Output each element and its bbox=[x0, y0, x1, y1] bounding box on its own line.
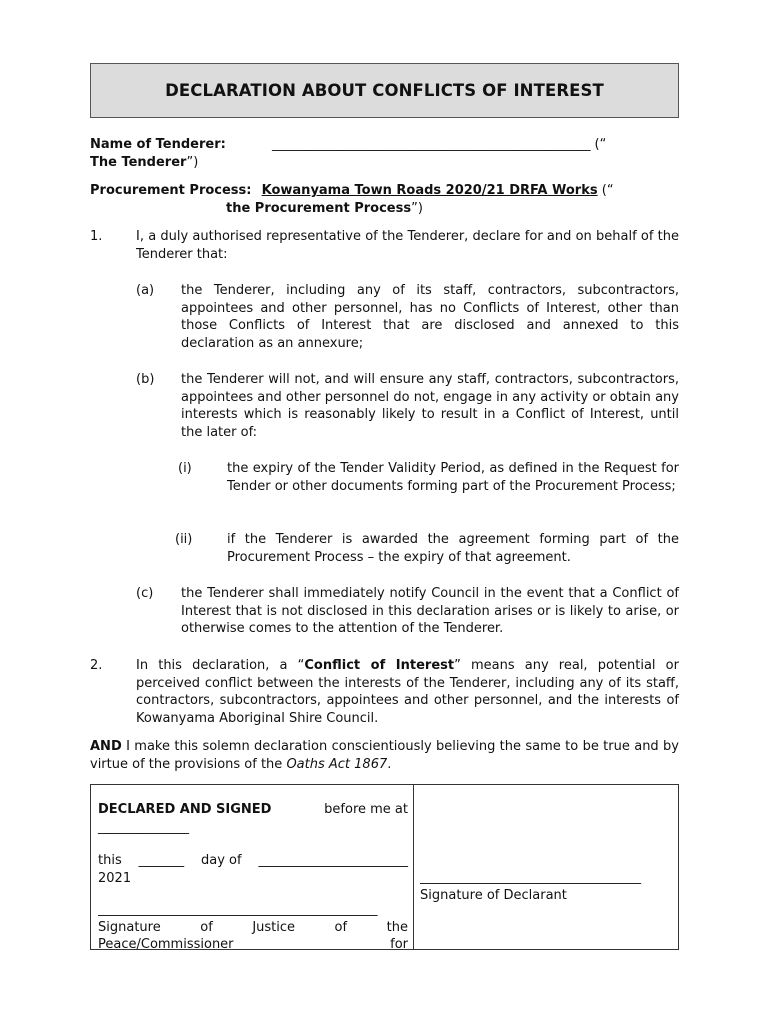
clause-1b-label: (b) bbox=[136, 372, 155, 387]
procurement-row bbox=[90, 182, 680, 217]
justice-word-4: of bbox=[334, 919, 348, 935]
declarant-signature-cell bbox=[420, 869, 675, 904]
clause-2-number: 2. bbox=[90, 658, 103, 673]
date-line bbox=[98, 852, 408, 870]
justice-word-2: of bbox=[200, 919, 213, 935]
clause-2-post: ” means any real, potential or perceived conflict between the interests of the Tenderer, including any of its staff, contractors, subcontractors, appointees and other personnel, and the interests of Kowanyama Aboriginal Shire Council. bbox=[136, 658, 679, 726]
clause-1a-text: the Tenderer, including any of its staff, contractors, subcontractors, appointees and other personnel, has no Conflicts of Interest, other than those Conflicts of Interest that are disclosed and annexed to this declaration as an annexure; bbox=[181, 283, 679, 351]
procurement-value: Kowanyama Town Roads 2020/21 DRFA Works bbox=[261, 183, 598, 198]
justice-signature-cell bbox=[98, 901, 408, 954]
justice-word-1: Signature bbox=[98, 919, 161, 935]
name-of-tenderer-row bbox=[90, 136, 680, 171]
clause-1b-text: the Tenderer will not, and will ensure any staff, contractors, subcontractors, appointees and other personnel do not, engage in any activity or obtain any interests which is reasonably likely to result in a Conflict of Interest, until the later of: bbox=[181, 372, 679, 440]
declared-place-blank: ______________ bbox=[98, 819, 189, 835]
name-suffix-open: (“ bbox=[594, 137, 607, 152]
day-blank: _______ bbox=[138, 853, 185, 868]
oath-paragraph bbox=[90, 738, 679, 773]
justice-word-3: Justice bbox=[252, 919, 296, 935]
conflict-of-interest-term: Conflict of Interest bbox=[304, 658, 455, 673]
declarant-signature-line: __________________________________ bbox=[420, 870, 641, 885]
oath-text: I make this solemn declaration conscientiously believing the same to be true and by virtue of the provisions of the bbox=[90, 739, 679, 772]
clause-1a-label: (a) bbox=[136, 283, 155, 298]
day-of-label: day of bbox=[201, 853, 242, 868]
justice-label-line bbox=[98, 919, 408, 937]
before-me-at: before me at bbox=[324, 802, 408, 817]
declarant-label: Signature of Declarant bbox=[420, 887, 567, 903]
clause-2-pre: In this declaration, a “ bbox=[136, 658, 305, 673]
clause-2-text bbox=[136, 657, 679, 727]
clause-1-text: I, a duly authorised representative of the Tenderer, declare for and on behalf of the Tenderer that: bbox=[136, 229, 679, 262]
title-box bbox=[90, 63, 679, 118]
peace-label-line bbox=[98, 936, 408, 954]
clause-1-number: 1. bbox=[90, 229, 103, 244]
peace-word-1: Peace/Commissioner bbox=[98, 937, 234, 952]
procurement-suffix-close: ”) bbox=[411, 200, 423, 216]
page-title: DECLARATION ABOUT CONFLICTS OF INTEREST bbox=[165, 81, 604, 100]
justice-word-5: the bbox=[386, 919, 408, 935]
declaration-signature-table bbox=[90, 784, 679, 950]
name-of-tenderer-blank: _________________________________________________ bbox=[272, 137, 591, 152]
procurement-label: Procurement Process: bbox=[90, 183, 252, 198]
table-divider bbox=[413, 785, 414, 949]
declared-signed-label: DECLARED AND SIGNED bbox=[98, 802, 272, 817]
clause-1c-text: the Tenderer shall immediately notify Council in the event that a Conflict of Interest that is not disclosed in this declaration arises or is likely to arise, or otherwise comes to the attention of the Tenderer. bbox=[181, 586, 679, 636]
procurement-suffix-open: (“ bbox=[601, 183, 614, 198]
clause-1c-label: (c) bbox=[136, 586, 154, 601]
date-cell bbox=[98, 852, 408, 887]
justice-signature-line: ___________________________________________ bbox=[98, 902, 378, 917]
month-blank: _______________________ bbox=[258, 853, 408, 868]
clause-1b-i-text: the expiry of the Tender Validity Period, as defined in the Request for Tender or other documents forming part of the Procurement Process; bbox=[227, 461, 679, 494]
clause-1b-i-label: (i) bbox=[178, 461, 192, 476]
clause-1b-ii-label: (ii) bbox=[175, 532, 193, 547]
name-of-tenderer-label: Name of Tenderer: bbox=[90, 137, 226, 152]
declared-cell bbox=[98, 801, 408, 836]
oath-and: AND bbox=[90, 739, 122, 754]
year-text: 2021 bbox=[98, 870, 132, 886]
name-suffix-close: ”) bbox=[186, 154, 199, 170]
oaths-act: Oaths Act 1867 bbox=[286, 756, 388, 772]
peace-word-2: for bbox=[390, 937, 408, 952]
declared-line bbox=[98, 801, 408, 819]
oath-end: . bbox=[387, 756, 392, 772]
this-label: this bbox=[98, 853, 122, 868]
clause-1b-ii-text: if the Tenderer is awarded the agreement forming part of the Procurement Process – the expiry of that agreement. bbox=[227, 532, 679, 565]
the-tenderer-term: The Tenderer bbox=[90, 154, 187, 170]
procurement-process-term: the Procurement Process bbox=[226, 200, 412, 216]
